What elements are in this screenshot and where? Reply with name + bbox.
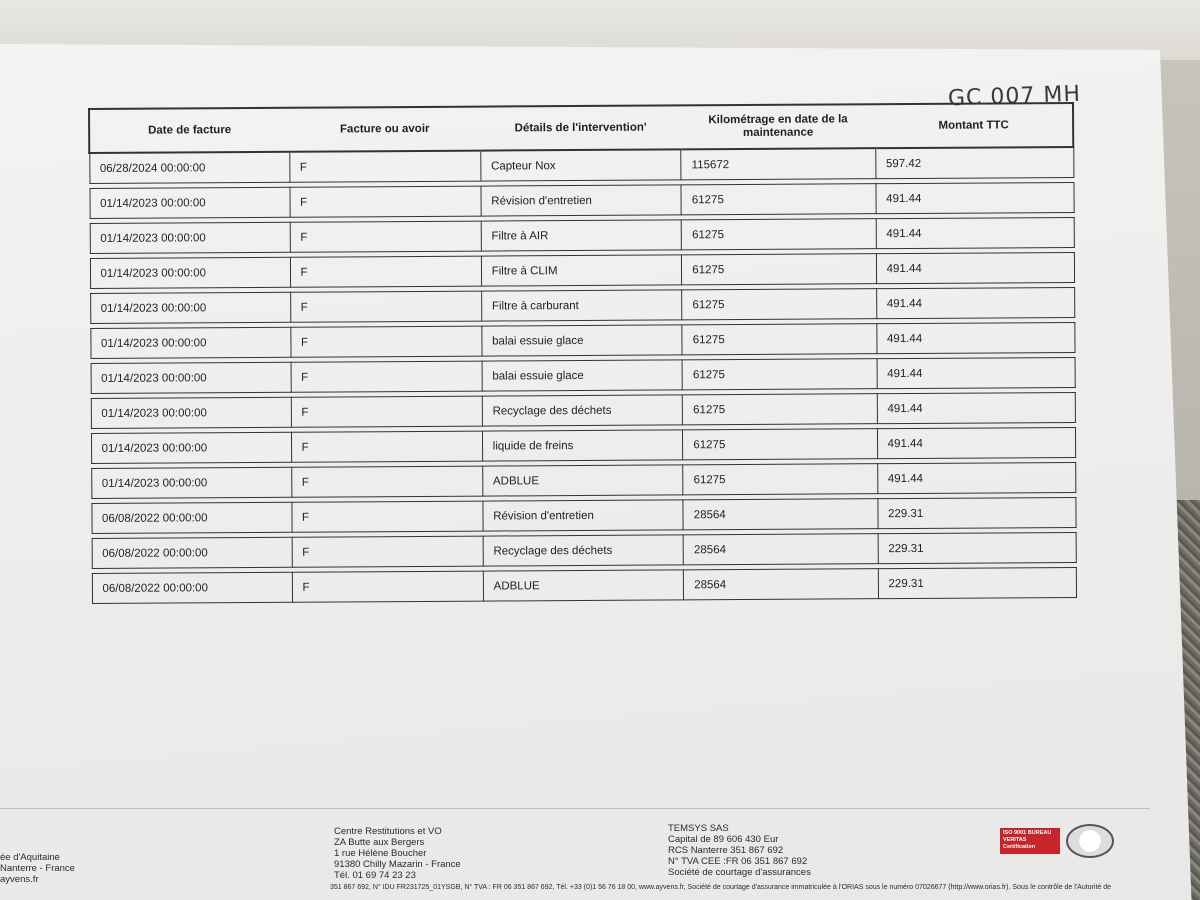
header-amount: Montant TTC xyxy=(875,103,1073,148)
cell-mileage: 61275 xyxy=(682,324,876,355)
cell-amount: 491.44 xyxy=(876,217,1074,248)
cell-mileage: 115672 xyxy=(681,148,875,180)
footer-middle-line: Tél. 01 69 74 23 23 xyxy=(334,870,416,881)
cell-mileage: 28564 xyxy=(683,534,877,565)
footer-left-line: ayvens.fr xyxy=(0,874,39,885)
footer-right-line: TEMSYS SAS xyxy=(668,823,729,834)
table-header-row xyxy=(89,103,1073,153)
cell-type: F xyxy=(290,186,481,217)
cell-type: F xyxy=(291,431,482,462)
cell-date: 01/14/2023 00:00:00 xyxy=(90,257,290,288)
cell-details: ADBLUE xyxy=(482,465,683,496)
cell-details: Capteur Nox xyxy=(480,149,681,181)
cell-type: F xyxy=(291,466,482,497)
cell-type: F xyxy=(292,536,483,567)
footer-return-center xyxy=(334,826,461,881)
cell-date: 06/08/2022 00:00:00 xyxy=(92,572,292,603)
cell-date: 06/28/2024 00:00:00 xyxy=(89,152,289,184)
footer-middle-line: ZA Butte aux Bergers xyxy=(334,837,425,848)
cell-mileage: 61275 xyxy=(683,429,877,460)
footer-left-line: ée d'Aquitaine xyxy=(0,852,60,863)
cell-date: 01/14/2023 00:00:00 xyxy=(91,432,291,463)
cell-amount: 491.44 xyxy=(876,322,1074,353)
footer-legal-entity xyxy=(668,823,811,878)
cell-mileage: 28564 xyxy=(683,499,877,530)
cell-mileage: 28564 xyxy=(684,569,878,600)
footer-right-line: N° TVA CEE :FR 06 351 867 692 xyxy=(668,856,808,867)
footer-middle-line: Centre Restitutions et VO xyxy=(334,826,442,837)
footer-legal-notice: 351 867 692, N° IDU FR231725_01YSGB, N° TVA : FR 06 351 867 692, Tél. +33 (0)1 56 76 18 00, www.ayvens.fr, Société de courtage d'assurance immatriculée à l'ORIAS sous le numéro 07026677 (http://www.orias.fr). Sous le contrôle de l'Autorité de xyxy=(330,884,1112,891)
header-details: Détails de l'intervention' xyxy=(480,105,681,150)
footer-middle-line: 1 rue Hélène Boucher xyxy=(334,848,427,859)
table-row xyxy=(92,567,1076,603)
bureau-veritas-logo: ISO 9001 BUREAU VERITAS Certification xyxy=(1000,828,1060,854)
cell-date: 01/14/2023 00:00:00 xyxy=(91,467,291,498)
footer-middle-line: 91380 Chilly Mazarin - France xyxy=(334,859,461,870)
cell-type: F xyxy=(291,361,482,392)
invoice-table xyxy=(88,102,1077,604)
cell-details: liquide de freins xyxy=(482,430,683,461)
footer-company-address xyxy=(0,852,75,885)
cell-details: Recyclage des déchets xyxy=(483,535,684,566)
cell-details: balai essuie glace xyxy=(482,360,683,391)
cell-type: F xyxy=(290,221,481,252)
table-body xyxy=(89,147,1076,604)
cell-type: F xyxy=(290,256,481,287)
cell-type: F xyxy=(291,501,482,532)
cell-details: Filtre à carburant xyxy=(481,290,682,321)
cell-amount: 491.44 xyxy=(877,357,1075,388)
cell-details: Filtre à AIR xyxy=(481,220,682,251)
footer-right-line: RCS Nanterre 351 867 692 xyxy=(668,845,784,856)
cell-amount: 491.44 xyxy=(876,182,1074,213)
cell-amount: 491.44 xyxy=(877,392,1075,423)
cell-mileage: 61275 xyxy=(683,464,877,495)
cell-details: Recyclage des déchets xyxy=(482,395,683,426)
cell-details: balai essuie glace xyxy=(482,325,683,356)
cell-mileage: 61275 xyxy=(681,184,875,215)
cell-date: 01/14/2023 00:00:00 xyxy=(91,362,291,393)
cell-amount: 491.44 xyxy=(877,427,1075,458)
cell-details: Révision d'entretien xyxy=(483,500,684,531)
cell-amount: 229.31 xyxy=(878,567,1076,598)
cell-details: Révision d'entretien xyxy=(481,185,682,216)
cell-mileage: 61275 xyxy=(682,254,876,285)
cell-type: F xyxy=(290,291,481,322)
footer-left-line: Nanterre - France xyxy=(0,863,75,874)
cell-amount: 229.31 xyxy=(878,532,1076,563)
cell-amount: 491.44 xyxy=(876,287,1074,318)
cell-mileage: 61275 xyxy=(683,394,877,425)
cell-date: 01/14/2023 00:00:00 xyxy=(90,222,290,253)
footer-right-line: Société de courtage d'assurances xyxy=(668,867,811,878)
cell-mileage: 61275 xyxy=(682,289,876,320)
footer-divider xyxy=(0,808,1150,809)
cell-date: 01/14/2023 00:00:00 xyxy=(89,187,289,218)
cell-amount: 597.42 xyxy=(875,147,1073,179)
cell-mileage: 61275 xyxy=(682,359,876,390)
cell-amount: 491.44 xyxy=(876,252,1074,283)
cell-date: 01/14/2023 00:00:00 xyxy=(90,292,290,323)
header-date: Date de facture xyxy=(89,108,289,153)
cell-type: F xyxy=(290,326,481,357)
cell-date: 01/14/2023 00:00:00 xyxy=(90,327,290,358)
cell-type: F xyxy=(292,571,483,602)
cell-details: ADBLUE xyxy=(483,570,684,601)
cell-date: 06/08/2022 00:00:00 xyxy=(92,537,292,568)
handwritten-plate-note: GC 007 MH xyxy=(947,81,1082,112)
certification-seal-icon xyxy=(1066,824,1114,858)
cell-type: F xyxy=(289,151,480,183)
cell-mileage: 61275 xyxy=(681,219,875,250)
cell-details: Filtre à CLIM xyxy=(481,255,682,286)
cell-type: F xyxy=(291,396,482,427)
footer-right-line: Capital de 89 606 430 Eur xyxy=(668,834,779,845)
cell-amount: 491.44 xyxy=(877,462,1075,493)
header-type: Facture ou avoir xyxy=(289,107,480,152)
cell-amount: 229.31 xyxy=(877,497,1075,528)
header-mileage: Kilométrage en date de la maintenance xyxy=(681,104,876,149)
cell-date: 06/08/2022 00:00:00 xyxy=(91,502,291,533)
cell-date: 01/14/2023 00:00:00 xyxy=(91,397,291,428)
